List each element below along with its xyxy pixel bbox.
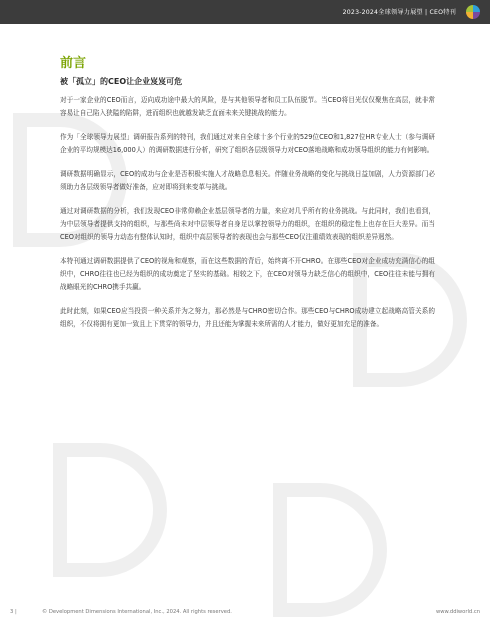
body-text [60, 94, 435, 342]
page-number: 3 | [10, 609, 17, 615]
paragraph: 作为「全球领导力展望」调研报告系列的特刊，我们通过对来自全球十多个行业的529位CEO和1,827位HR专业人士（参与调研企业的平均规模达16,000人）的调研数据进行分析，研究了组织各层级领导力对CEO落地战略和成功领导组织的能力有何影响。 [60, 133, 435, 154]
ddi-logo-icon [466, 5, 480, 19]
copyright-notice: © Development Dimensions International, Inc., 2024. All rights reserved. [42, 609, 232, 615]
section-heading: 前言 [60, 56, 87, 71]
paragraph: 通过对调研数据的分析，我们发现CEO非常仰赖企业基层领导者的力量，来应对几乎所有的业务挑战。与此同时，我们也看到，为中层领导者提供支持的组织，与那些尚未对中层领导者自身足以掌控领导力的组织，在组织的稳定性上也存在巨大差异。而当CEO对组织的领导力动态有整体认知时，组织中高层领导者的表现也会与那些CEO仅注重绩效表现的组织差异迥然。 [60, 207, 435, 241]
section-subheading: 被「孤立」的CEO让企业岌岌可危 [60, 77, 183, 86]
paragraph: 调研数据明确显示，CEO的成功与企业是否积极实施人才战略息息相关。伴随业务战略的变化与挑战日益加剧，人力资源部门必须助力各层级领导者做好准备，应对即将到来变革与挑战。 [60, 170, 435, 191]
report-title: 2023-2024全球领导力展望 | CEO特刊 [342, 9, 456, 16]
paragraph: 本特刊通过调研数据提供了CEO的视角和观察，而在这些数据的背后，始终离不开CHRO。在那些CEO对企业成功充满信心的组织中，CHRO往往也已经为组织的成功奠定了坚实的基础。相较之下，在CEO对领导力缺乏信心的组织中，CEO往往未能与拥有战略眼光的CHRO携手共赢。 [60, 257, 435, 291]
paragraph: 对于一家企业的CEO而言，迈向成功途中最大的风险，是与其他领导者和员工队伍脱节。当CEO将目光仅仅聚焦在高层，就非常容易让自己陷入狭隘的陷阱，进而组织也就越发缺乏直面未来关键挑战的能力。 [60, 96, 435, 117]
paragraph: 此时此刻，如果CEO应当投资一种关系并为之努力，那必然是与CHRO密切合作。那些CEO与CHRO成功建立起战略高管关系的组织，不仅将拥有更加一致且上下贯穿的领导力，并且还能为掌握未来所需的人才能力，做好更加充足的准备。 [60, 307, 435, 328]
website-link[interactable]: www.ddiworld.cn [436, 609, 480, 615]
